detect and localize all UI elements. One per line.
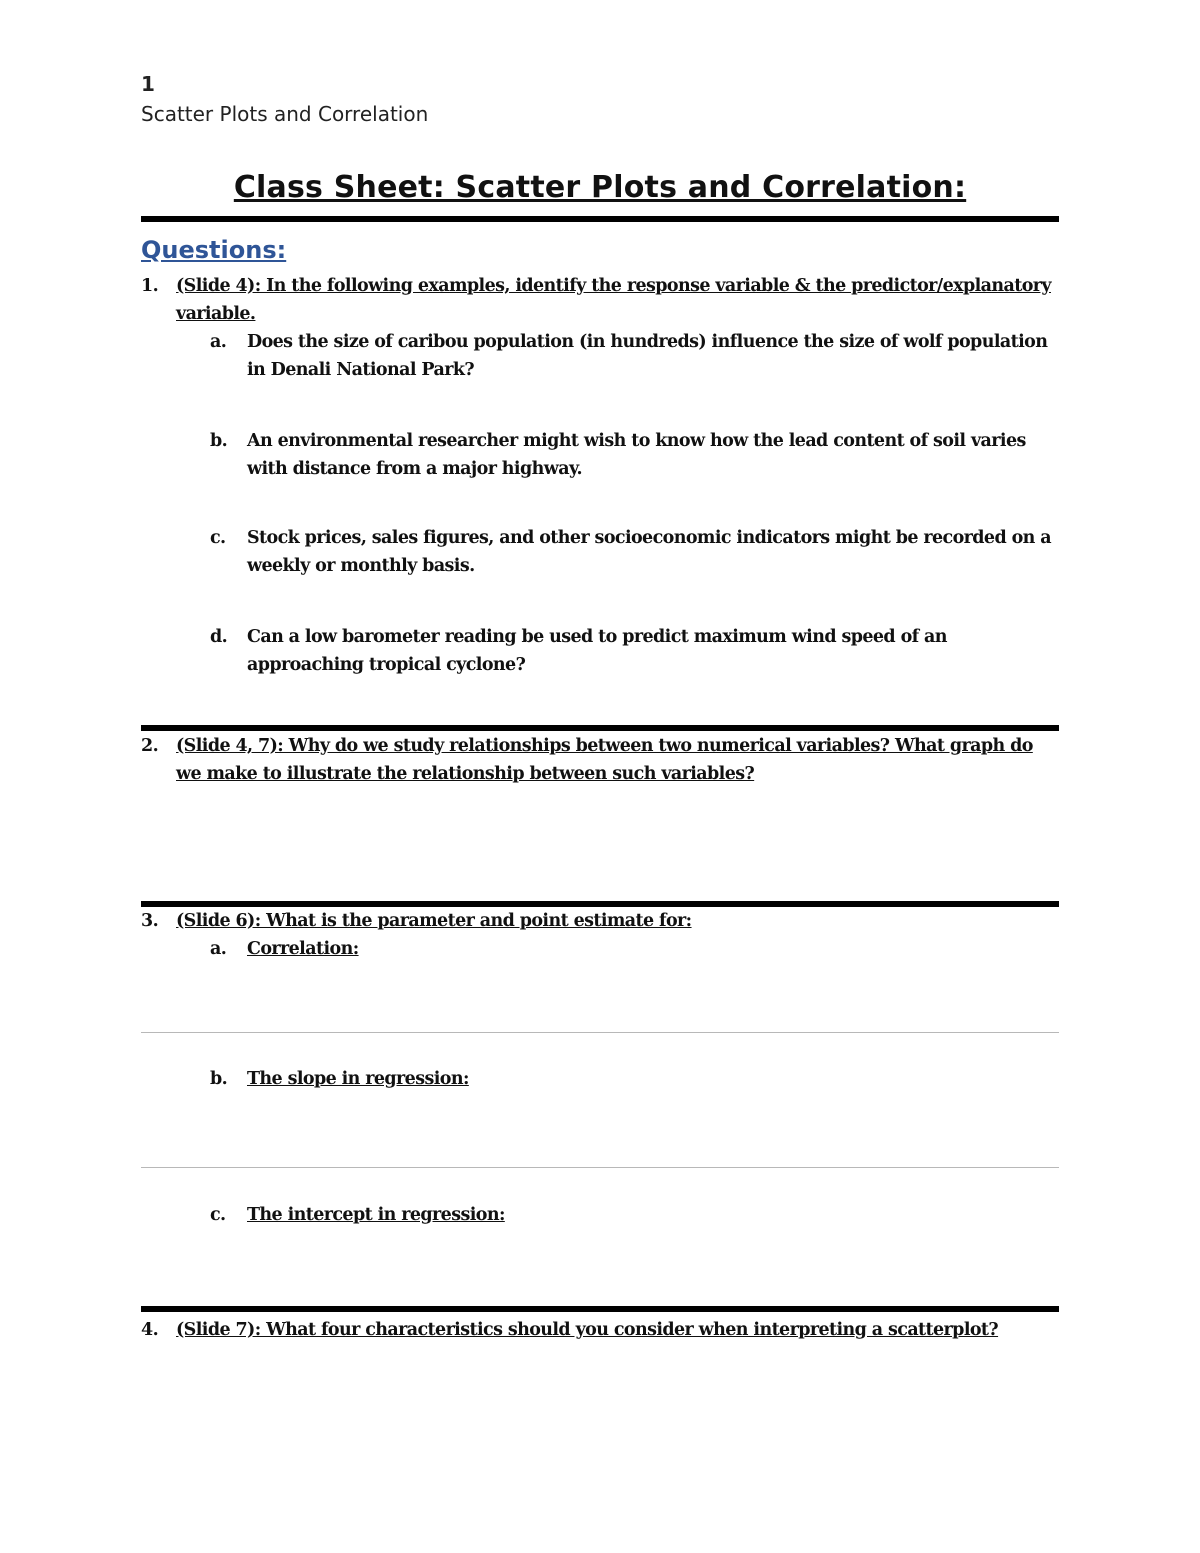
question-3-number: 3. (141, 911, 159, 931)
question-1d-label: d. (210, 627, 228, 647)
question-1d-text: Can a low barometer reading be used to predict maximum wind speed of an approaching tropical cyclone? (247, 627, 947, 675)
question-3-text: (Slide 6): What is the parameter and point estimate for: (176, 911, 692, 931)
question-4-number: 4. (141, 1320, 159, 1340)
question-2-number: 2. (141, 736, 159, 756)
question-3c-label: c. (210, 1205, 226, 1225)
question-1a-label: a. (210, 332, 227, 352)
title-divider (141, 216, 1059, 222)
question-1-text: (Slide 4): In the following examples, identify the response variable & the predictor/explanatory variable. (176, 276, 1051, 324)
question-3b-label: b. (210, 1069, 228, 1089)
page-title: Class Sheet: Scatter Plots and Correlation: (233, 170, 967, 205)
question-1a-text: Does the size of caribou population (in hundreds) influence the size of wolf population in Denali National Park? (247, 332, 1048, 380)
question-2-text: (Slide 4, 7): Why do we study relationships between two numerical variables? What graph do we make to illustrate the relationship between such variables? (176, 736, 1033, 784)
section-divider (141, 725, 1059, 731)
answer-divider (141, 1032, 1059, 1033)
questions-heading: Questions: (141, 236, 287, 264)
section-divider (141, 1306, 1059, 1312)
question-1c-text: Stock prices, sales figures, and other socioeconomic indicators might be recorded on a weekly or monthly basis. (247, 528, 1051, 576)
question-3b-text: The slope in regression: (247, 1069, 469, 1089)
question-3a-text: Correlation: (247, 939, 359, 959)
question-1c-label: c. (210, 528, 226, 548)
page-number: 1 (141, 72, 155, 96)
question-3a-label: a. (210, 939, 227, 959)
question-1-number: 1. (141, 276, 159, 296)
question-3c-text: The intercept in regression: (247, 1205, 505, 1225)
question-4-text: (Slide 7): What four characteristics should you consider when interpreting a scatterplot? (176, 1320, 999, 1340)
running-title: Scatter Plots and Correlation (141, 102, 429, 126)
question-1b-label: b. (210, 431, 228, 451)
question-1b-text: An environmental researcher might wish to know how the lead content of soil varies with distance from a major highway. (247, 431, 1026, 479)
answer-divider (141, 1167, 1059, 1168)
